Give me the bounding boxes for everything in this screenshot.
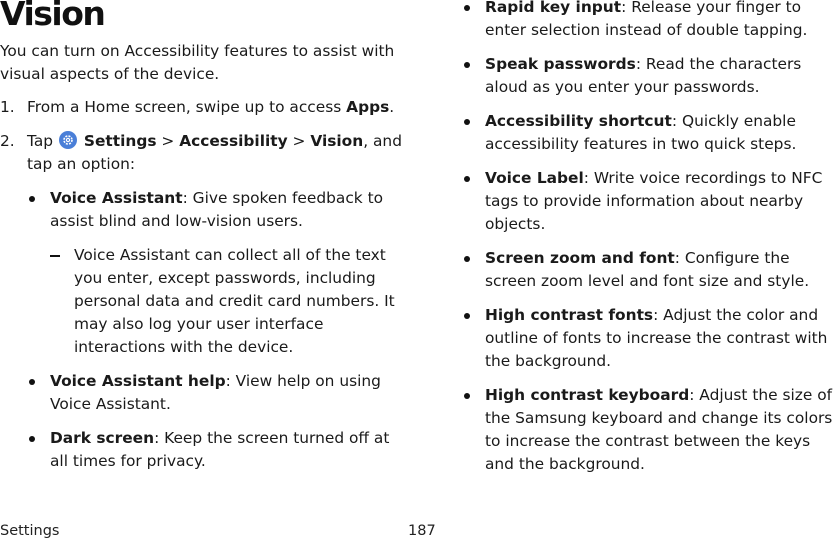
list-item <box>461 247 837 293</box>
list-item <box>461 53 837 99</box>
list-item <box>26 370 404 416</box>
right-column <box>461 0 837 487</box>
option-list-right <box>461 0 837 476</box>
step-2 <box>0 130 404 176</box>
list-item <box>461 384 837 476</box>
step-number: 1. <box>0 98 15 116</box>
option-desc: : Configure the screen zoom level and font size and style. <box>485 249 810 290</box>
intro-text: You can turn on Accessibility features to assist with visual aspects of the device. <box>0 42 395 83</box>
option-desc: : Write voice recordings to NFC tags to provide information about nearby objects. <box>485 169 823 233</box>
list-item <box>461 304 837 373</box>
option-name: High contrast fonts <box>485 306 654 324</box>
breadcrumb-separator: > <box>287 132 311 150</box>
step-text-part: From a Home screen, swipe up to access <box>27 98 347 116</box>
settings-gear-icon <box>59 131 77 149</box>
page-number: 187 <box>408 523 436 539</box>
option-desc: : Quickly enable accessibility features in two quick steps. <box>485 112 797 153</box>
step-text <box>27 96 404 119</box>
sub-note: Voice Assistant can collect all of the text you enter, except passwords, including personal data and credit card numbers. It may also log your user interface interactions with the device. <box>50 244 404 359</box>
step-text-part: . <box>389 98 395 116</box>
option-desc: : Give spoken feedback to assist blind and low-vision users. <box>50 189 384 230</box>
step-text <box>27 130 404 176</box>
option-name: High contrast keyboard <box>485 386 690 404</box>
step-number: 2. <box>0 132 15 150</box>
option-name: Voice Label <box>485 169 584 187</box>
accessibility-label: Accessibility <box>179 132 288 150</box>
step-text-part: , and tap an option: <box>27 132 402 173</box>
step-text-part: Tap <box>27 132 58 150</box>
step-1 <box>0 96 404 119</box>
option-desc: : View help on using Voice Assistant. <box>50 372 381 413</box>
option-desc: : Keep the screen turned off at all times for privacy. <box>50 429 390 470</box>
vision-label: Vision <box>310 132 364 150</box>
left-column <box>0 40 404 484</box>
list-item <box>26 187 404 359</box>
option-desc: : Adjust the size of the Samsung keyboard and change its colors to increase the contrast between the keys and the background. <box>485 386 833 473</box>
footer-section: Settings <box>0 523 60 539</box>
list-item <box>461 167 837 236</box>
list-item <box>461 110 837 156</box>
option-list-left <box>26 187 404 473</box>
option-desc: : Adjust the color and outline of fonts to increase the contrast with the background. <box>485 306 828 370</box>
option-desc: : Read the characters aloud as you enter your passwords. <box>485 55 802 96</box>
list-item <box>26 427 404 473</box>
option-name: Voice Assistant <box>50 189 183 207</box>
option-name: Voice Assistant help <box>50 372 226 390</box>
page-title: Vision <box>0 0 105 33</box>
option-desc: : Release your finger to enter selection instead of double tapping. <box>485 0 808 39</box>
list-item <box>461 0 837 42</box>
option-name: Speak passwords <box>485 55 636 73</box>
settings-label: Settings <box>83 132 157 150</box>
option-name: Dark screen <box>50 429 155 447</box>
apps-label: Apps <box>346 98 390 116</box>
breadcrumb-separator: > <box>156 132 180 150</box>
option-name: Accessibility shortcut <box>485 112 672 130</box>
option-name: Rapid key input <box>485 0 622 16</box>
option-name: Screen zoom and font <box>485 249 675 267</box>
